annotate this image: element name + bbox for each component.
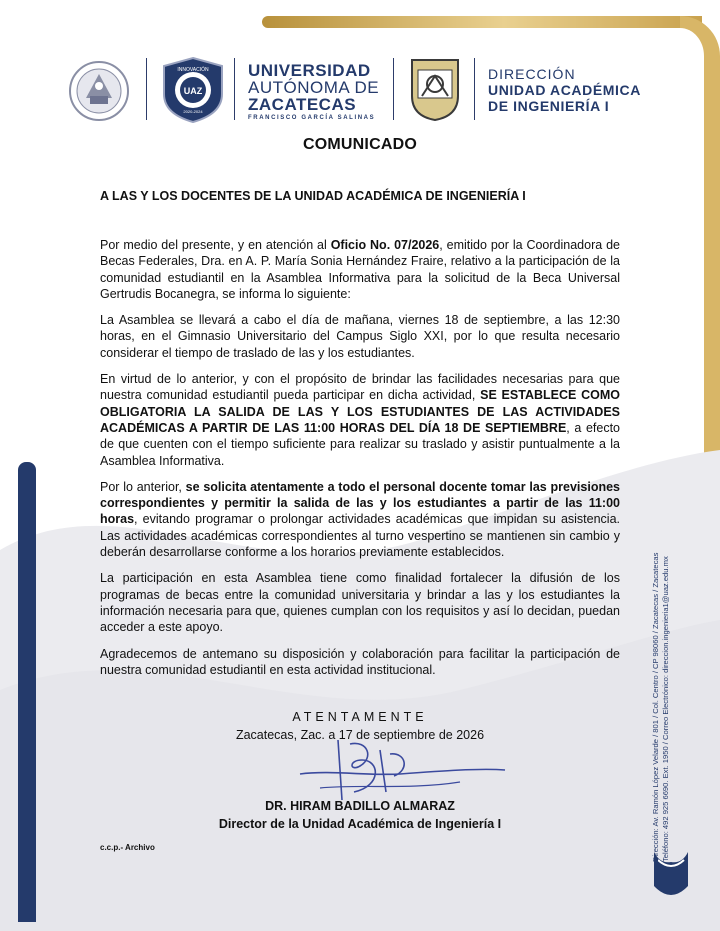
signer-block <box>160 797 560 833</box>
p3-text: , a efecto de que cuenten con el tiempo suficiente para realizar su traslado y asistir puntualmente a la Asamblea Informativa. <box>100 420 620 468</box>
unit-name <box>488 66 641 114</box>
letterhead <box>68 52 668 132</box>
header-separator <box>146 58 147 120</box>
signer-name: DR. HIRAM BADILLO ALMARAZ <box>265 799 455 813</box>
p3-text: En virtud de lo anterior, y con el propósito de brindar las facilidades necesarias para que nuestra comunidad estudiantil pueda participar en dicha actividad, <box>100 372 620 403</box>
paragraph-4 <box>100 479 620 560</box>
paragraph-5: La participación en esta Asamblea tiene como finalidad fortalecer la difusión de los programas de becas entre la comunidad universitaria y brindar a las y los estudiantes la información necesaria para que, quienes cumplan con los requisitos y así lo decidan, puedan acceder a este apoyo. <box>100 571 620 635</box>
header-separator <box>234 58 235 120</box>
shield-bottom-text: 2020-2024 <box>183 109 203 114</box>
paragraph-1 <box>100 237 620 302</box>
p1-text: , emitido por la Coordinadora de Becas Federales, Dra. en A. P. María Sonia Hernández Fraire, relativo a la participación de la comunidad estudiantil en la Asamblea Informativa para la solicitud de la Beca Universal Gertrudis Bocanegra, se informa lo siguiente: <box>100 238 621 301</box>
shield-center-text: UAZ <box>183 86 203 96</box>
university-line-1: UNIVERSIDAD <box>248 61 371 80</box>
university-line-3: ZACATECAS <box>248 95 357 114</box>
paragraph-6: Agradecemos de antemano su disposición y colaboración para facilitar la participación de nuestra comunidad estudiantil en esta actividad institucional. <box>100 646 620 677</box>
header-separator <box>393 58 394 120</box>
header-separator <box>474 58 475 120</box>
gold-header-bar <box>262 16 702 28</box>
place-date: Zacatecas, Zac. a 17 de septiembre de 2026 <box>235 728 485 742</box>
closing-salutation: ATENTAMENTE <box>292 710 428 724</box>
contact-address: Dirección: Av. Ramón López Velarde / 801 / Col. Centro / CP 98060 / Zacatecas / Zacatecas <box>651 552 660 862</box>
engineering-unit-crest-icon <box>408 56 462 122</box>
university-line-4: FRANCISCO GARCÍA SALINAS <box>248 115 376 121</box>
p4-bold: se solicita atentamente a todo el personal docente tomar las previsiones correspondientes y permitir la salida de las y los estudiantes a partir de las 11:00 horas <box>100 479 621 527</box>
p1-bold: Oficio No. 07/2026 <box>330 238 440 252</box>
p1-text: Por medio del presente, y en atención al <box>100 238 331 252</box>
p4-text: Por lo anterior, <box>100 479 186 494</box>
document-body <box>100 237 620 688</box>
unit-line-3: DE INGENIERÍA I <box>488 98 610 114</box>
university-seal-icon <box>68 60 130 122</box>
signer-title: Director de la Unidad Académica de Ingeniería I <box>218 817 502 831</box>
university-name <box>248 62 379 121</box>
ccp-note: c.c.p.- Archivo <box>100 843 155 852</box>
gold-corner-curve <box>680 16 720 496</box>
unit-line-2: UNIDAD ACADÉMICA <box>488 82 641 98</box>
addressee: A LAS Y LOS DOCENTES DE LA UNIDAD ACADÉMICA DE INGENIERÍA I <box>100 189 526 203</box>
document-title: COMUNICADO <box>303 136 417 153</box>
paragraph-2: La Asamblea se llevará a cabo el día de mañana, viernes 18 de septiembre, a las 12:30 horas, en el Gimnasio Universitario del Campus Siglo XXI, por lo que resulta necesario considerar el tiempo de traslado de las y los estudiantes. <box>100 313 620 360</box>
p3-bold: SE ESTABLECE COMO OBLIGATORIA LA SALIDA DE LAS Y LOS ESTUDIANTES DE LAS ACTIVIDADES ACADÉMICAS A PARTIR DE LAS 11:00 HORAS DEL DÍA 18 DE SEPTIEMBRE <box>100 388 620 435</box>
navy-left-bar <box>18 462 36 922</box>
uaz-shield-icon <box>160 56 226 124</box>
unit-line-1: DIRECCIÓN <box>488 66 576 82</box>
contact-info <box>651 462 671 862</box>
university-line-2: AUTÓNOMA DE <box>248 78 380 97</box>
paragraph-3 <box>100 371 620 469</box>
p4-text: , evitando programar o prolongar actividades académicas que impidan su asistencia. Las actividades académicas correspondientes al turno vespertino se mantienen sin cambio y deberán desarrollarse conforme a los horarios previamente establecidos. <box>100 512 620 560</box>
contact-phone-email: Teléfono: 492 925 6690. Ext. 1950 / Correo Electrónico: direccion.ingenieria1@uaz.edu.mx <box>661 556 670 862</box>
shield-top-text: INNOVACIÓN <box>177 67 209 73</box>
